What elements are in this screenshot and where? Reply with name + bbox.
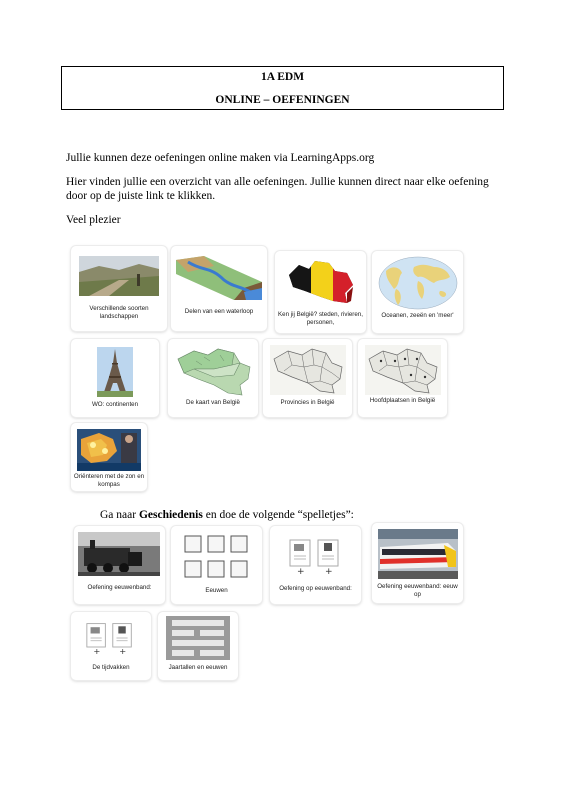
app-card-hoofdplaatsen[interactable] <box>358 339 447 417</box>
app-card-caption: Oriënteren met de zon en kompas <box>73 473 145 488</box>
svg-text:+: + <box>325 567 333 576</box>
app-card-provincies[interactable] <box>263 339 352 417</box>
document-icons-icon <box>85 620 135 656</box>
app-card-caption: WO: continenten <box>91 401 139 408</box>
eiffel-tower-photo-icon <box>97 347 133 397</box>
svg-text:+: + <box>119 646 127 656</box>
app-card-caption: Oefening eeuwenband: <box>87 584 152 591</box>
app-card-caption: Hoofdplaatsen in België <box>369 397 436 404</box>
svg-text:+: + <box>297 567 305 576</box>
app-card-eeuwen[interactable] <box>171 526 262 604</box>
modern-train-photo-icon <box>378 529 458 579</box>
app-card-jaartallen-en-eeuwen[interactable] <box>158 612 238 680</box>
belgium-regions-map-icon <box>174 345 254 397</box>
app-card-ken-jij-belgie[interactable] <box>275 251 366 333</box>
belgium-provinces-map-icon <box>270 345 346 395</box>
belgium-flag-map-icon <box>285 257 357 307</box>
old-train-photo-icon <box>78 532 160 576</box>
document-icons-icon <box>288 536 342 576</box>
app-card-orienteren[interactable] <box>71 423 147 491</box>
app-card-oefening-eeuwenband[interactable] <box>74 526 165 604</box>
app-card-caption: Eeuwen <box>205 587 228 594</box>
app-card-landschappen[interactable] <box>71 246 167 331</box>
title-line-1: 1A EDM <box>260 71 305 83</box>
intro-paragraph-3: Veel plezier <box>66 214 121 226</box>
belgium-capitals-map-icon <box>365 345 441 395</box>
world-map-icon <box>378 255 458 310</box>
instruction-suffix: en doe de volgende “spelletjes”: <box>202 509 354 521</box>
app-card-caption: Ken jij België? steden, rivieren, personen, <box>278 311 363 326</box>
app-card-oefening-op-eeuwenband[interactable] <box>270 526 361 604</box>
instruction-prefix: Ga naar <box>100 509 139 521</box>
app-card-kaart-belgie[interactable] <box>168 339 258 417</box>
app-card-caption: De tijdvakken <box>92 664 130 671</box>
app-card-eeuwenband-eeuw-op[interactable] <box>372 523 463 603</box>
intro-paragraph-2-line-1: Hier vinden jullie een overzicht van alle oefeningen. Jullie kunnen direct naar elke oefening <box>66 176 489 188</box>
intro-paragraph-2-line-2: door op de juiste link te klikken. <box>66 190 216 202</box>
svg-text:+: + <box>93 646 101 656</box>
landscape-photo-icon <box>79 256 159 296</box>
grid-squares-icon <box>183 534 250 580</box>
app-card-oceanen[interactable] <box>372 251 463 333</box>
app-card-caption: Oefening op eeuwenband: <box>279 585 352 592</box>
app-card-caption: De kaart van België <box>186 399 240 406</box>
title-line-2: ONLINE – OEFENINGEN <box>215 94 350 106</box>
app-card-waterloop[interactable] <box>171 246 267 331</box>
app-card-caption: Provincies in België <box>280 399 335 406</box>
instruction-bold: Geschiedenis <box>138 509 203 521</box>
app-card-caption: Oefening eeuwenband: eeuw op <box>377 583 458 598</box>
weather-forecast-photo-icon <box>77 429 141 471</box>
title-box <box>61 66 504 110</box>
app-card-tijdvakken[interactable] <box>71 612 151 680</box>
intro-paragraph-1: Jullie kunnen deze oefeningen online maken via LearningApps.org <box>66 152 375 164</box>
app-card-caption: Delen van een waterloop <box>184 308 254 315</box>
app-card-continenten[interactable] <box>71 339 159 417</box>
form-fields-icon <box>166 616 230 660</box>
geschiedenis-instruction <box>100 508 354 522</box>
app-card-caption: Jaartallen en eeuwen <box>168 664 228 671</box>
app-card-caption: Oceanen, zeeën en 'meer' <box>381 312 454 319</box>
app-card-caption: Verschillende soorten landschappen <box>89 305 149 320</box>
river-diagram-icon <box>174 252 264 302</box>
